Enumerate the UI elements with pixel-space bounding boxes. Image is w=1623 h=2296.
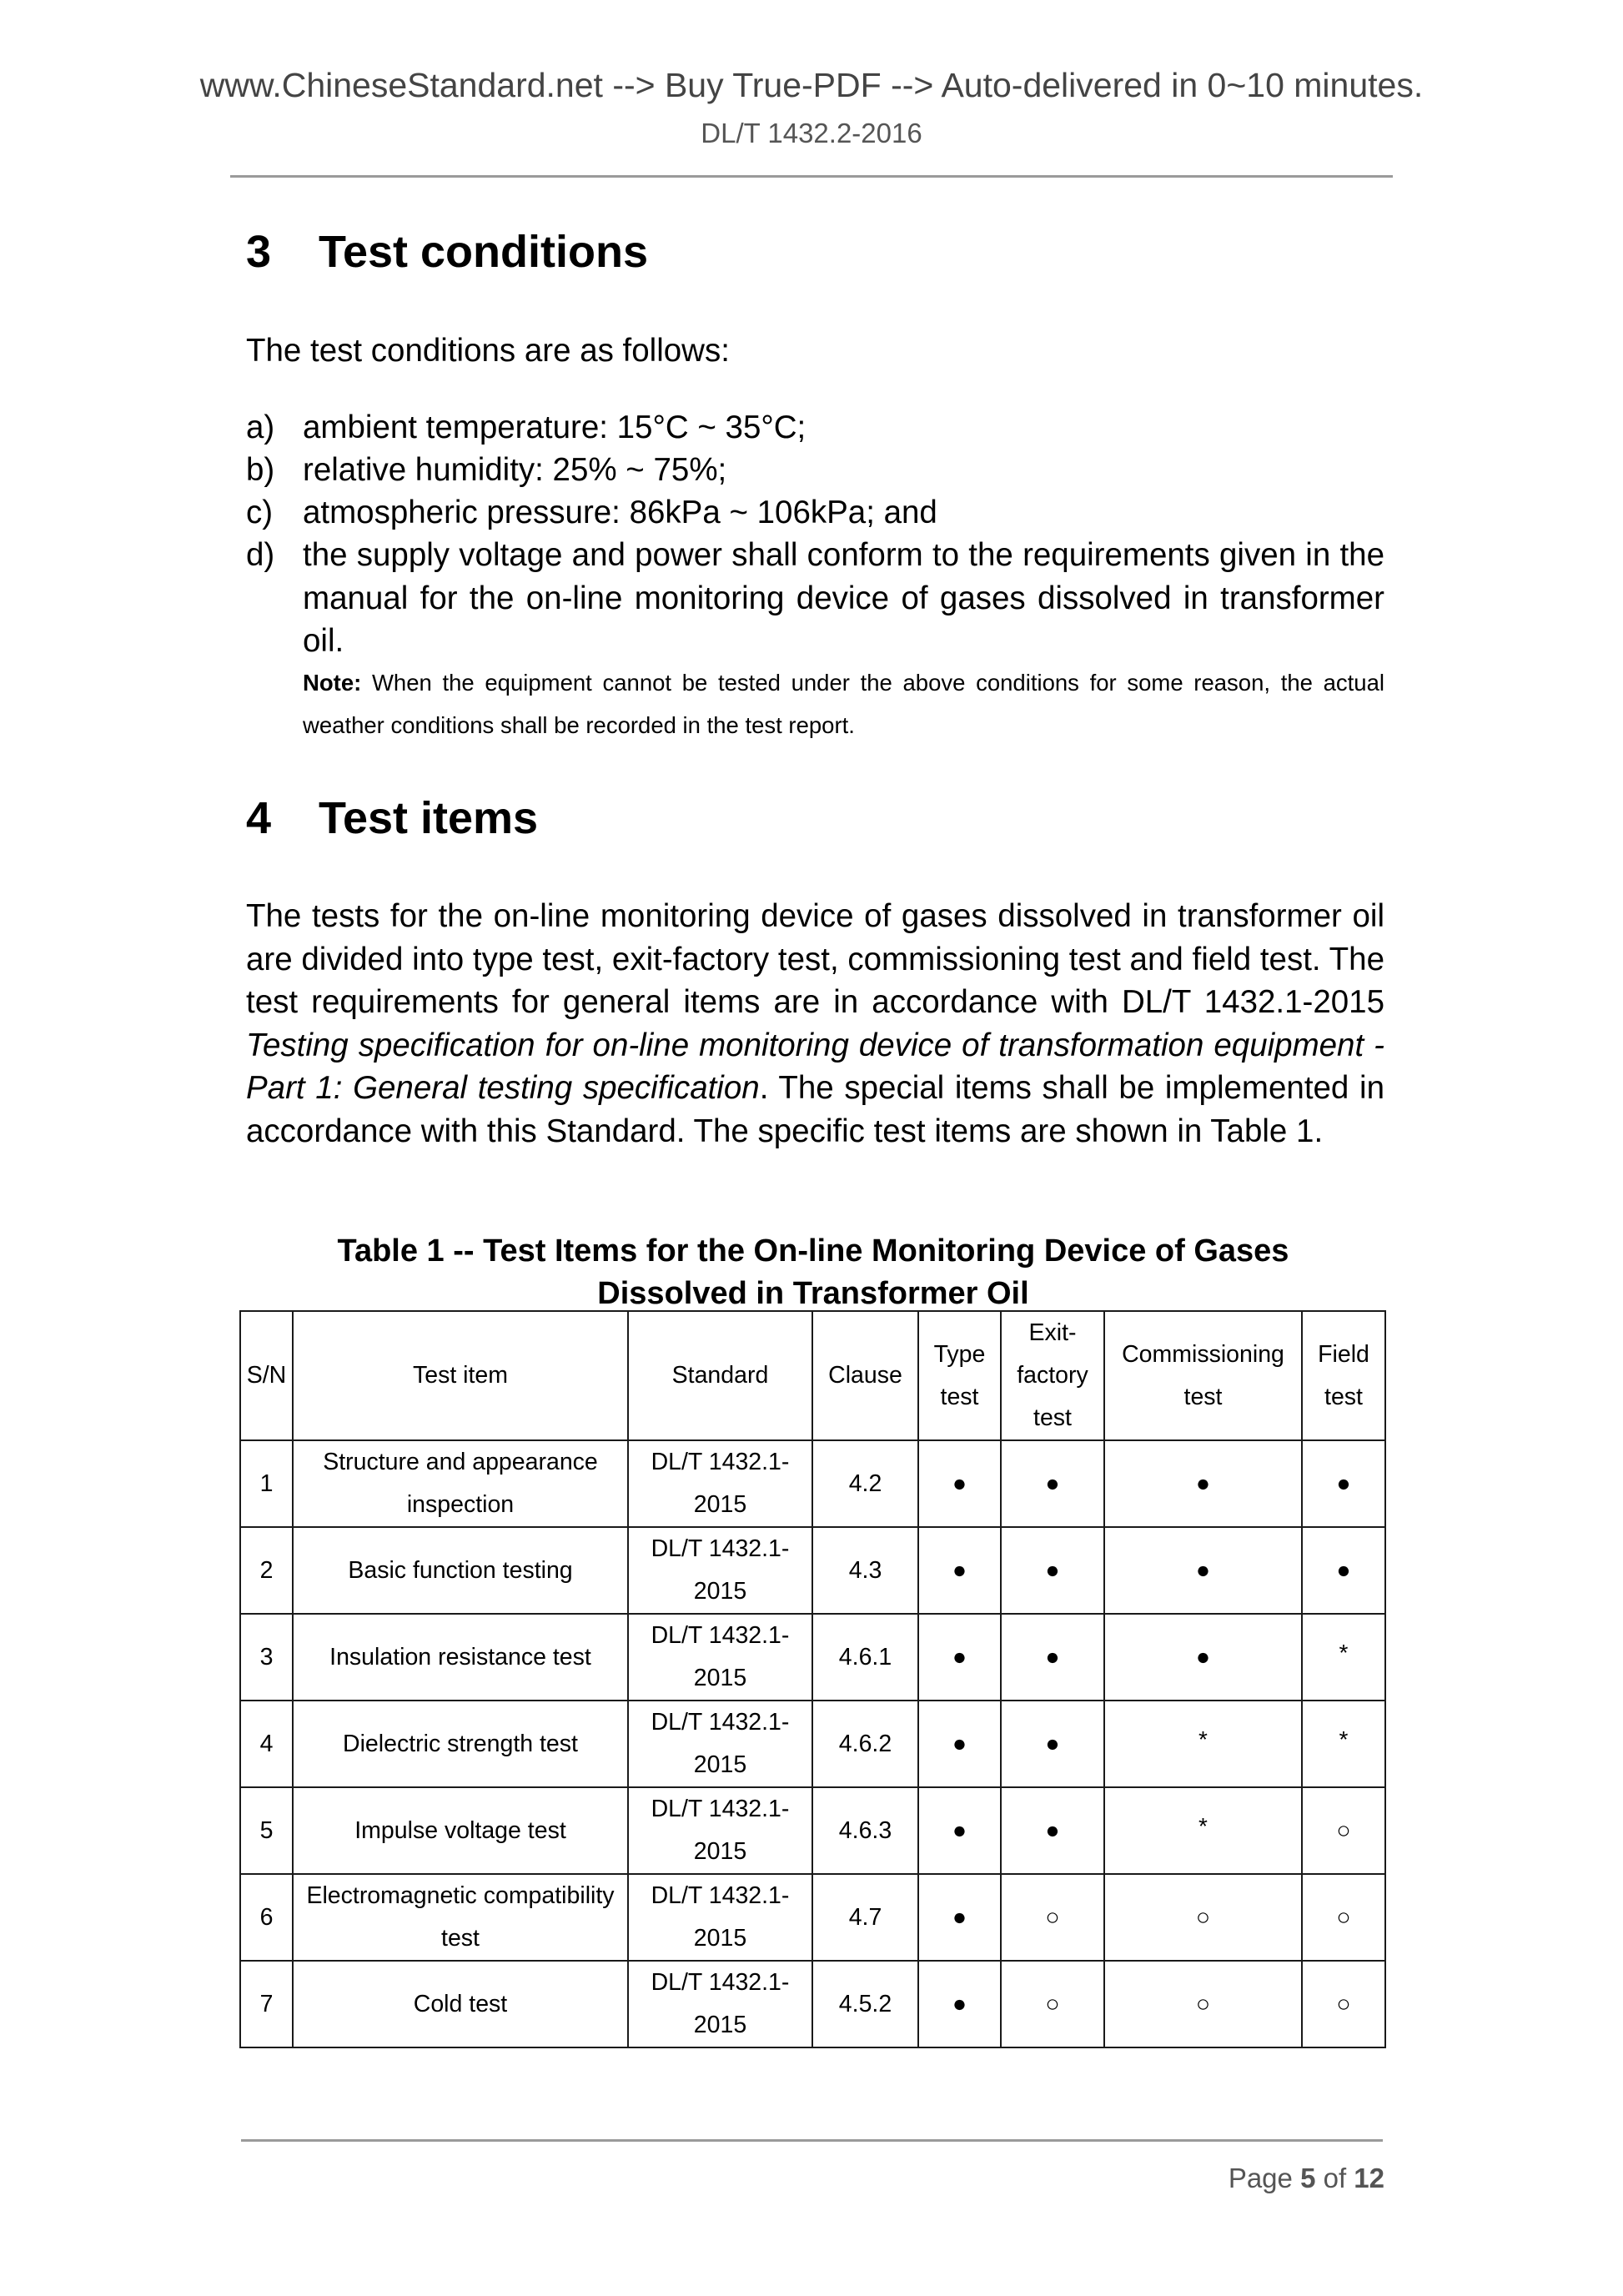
cell-test-item: Structure and appearance inspection <box>293 1440 628 1527</box>
column-header-type-test: Type test <box>918 1311 1001 1440</box>
table-row <box>240 1701 1385 1787</box>
section-4-title: Test items <box>319 793 539 843</box>
cell-field-test: ○ <box>1302 1961 1385 2047</box>
cell-clause: 4.5.2 <box>812 1961 918 2047</box>
cell-clause: 4.6.1 <box>812 1614 918 1701</box>
cell-exit-factory-test: ○ <box>1001 1874 1104 1961</box>
section-4-paragraph <box>246 895 1384 1153</box>
column-header-standard: Standard <box>628 1311 812 1440</box>
cell-test-item: Electromagnetic compatibility test <box>293 1874 628 1961</box>
list-item-d <box>246 534 1384 663</box>
cell-exit-factory-test: ● <box>1001 1701 1104 1787</box>
cell-clause: 4.6.3 <box>812 1787 918 1874</box>
cell-test-item: Basic function testing <box>293 1527 628 1614</box>
table-header-row <box>240 1311 1385 1440</box>
list-text: relative humidity: 25% ~ 75%; <box>303 452 727 488</box>
section-3-number: 3 <box>246 227 272 277</box>
note-text: When the equipment cannot be tested under the above conditions for some reason, the actual weather conditions shall be recorded in the test report. <box>303 670 1384 738</box>
cell-sn: 4 <box>240 1701 293 1787</box>
cell-type-test: ● <box>918 1440 1001 1527</box>
section-3-heading <box>246 226 648 278</box>
cell-type-test: ● <box>918 1961 1001 2047</box>
table-row <box>240 1961 1385 2047</box>
cell-standard: DL/T 1432.1-2015 <box>628 1440 812 1527</box>
section-4-heading <box>246 792 538 844</box>
cell-exit-factory-test: ● <box>1001 1614 1104 1701</box>
table-row <box>240 1614 1385 1701</box>
cell-sn: 7 <box>240 1961 293 2047</box>
list-text: ambient temperature: 15°C ~ 35°C; <box>303 409 806 445</box>
section-3-intro: The test conditions are as follows: <box>246 333 730 369</box>
list-label: c) <box>246 495 274 530</box>
cell-commissioning-test: ○ <box>1104 1961 1302 2047</box>
cell-standard: DL/T 1432.1-2015 <box>628 1874 812 1961</box>
header-banner: www.ChineseStandard.net --> Buy True-PDF --> Auto-delivered in 0~10 minutes. <box>199 66 1424 104</box>
cell-clause: 4.3 <box>812 1527 918 1614</box>
cell-field-test: ● <box>1302 1527 1385 1614</box>
section-4-number: 4 <box>246 793 272 843</box>
header-divider <box>230 175 1393 178</box>
table-row <box>240 1874 1385 1961</box>
cell-sn: 5 <box>240 1787 293 1874</box>
cell-commissioning-test: * <box>1104 1696 1302 1782</box>
cell-field-test: * <box>1302 1696 1385 1782</box>
cell-type-test: ● <box>918 1614 1001 1701</box>
page-number <box>1084 2163 1384 2194</box>
column-header-field-test: Field test <box>1302 1311 1385 1440</box>
cell-sn: 3 <box>240 1614 293 1701</box>
cell-test-item: Dielectric strength test <box>293 1701 628 1787</box>
cell-exit-factory-test: ● <box>1001 1787 1104 1874</box>
cell-standard: DL/T 1432.1-2015 <box>628 1787 812 1874</box>
cell-field-test: ○ <box>1302 1787 1385 1874</box>
cell-field-test: ● <box>1302 1440 1385 1527</box>
list-label: b) <box>246 452 275 488</box>
note-label: Note: <box>303 670 362 696</box>
note <box>303 661 1384 746</box>
table-row <box>240 1440 1385 1527</box>
cell-type-test: ● <box>918 1787 1001 1874</box>
cell-exit-factory-test: ○ <box>1001 1961 1104 2047</box>
cell-test-item: Insulation resistance test <box>293 1614 628 1701</box>
page-current: 5 <box>1300 2163 1316 2193</box>
referenced-standard-title: Testing specification for on-line monitoring device of transformation equipment - Part 1: General testing specification <box>246 1027 1384 1106</box>
page-total: 12 <box>1354 2163 1384 2193</box>
list-label: d) <box>246 537 275 573</box>
paragraph-text: The tests for the on-line monitoring device of gases dissolved in transformer oil are divided into type test, exit-factory test, commissioning test and field test. The test requirements for general items are in accordance with DL/T 1432.1-2015 <box>246 898 1384 1020</box>
list-item-a <box>246 406 1384 450</box>
cell-commissioning-test: * <box>1104 1782 1302 1869</box>
cell-clause: 4.7 <box>812 1874 918 1961</box>
column-header-clause: Clause <box>812 1311 918 1440</box>
cell-exit-factory-test: ● <box>1001 1527 1104 1614</box>
page-prefix: Page <box>1228 2163 1301 2193</box>
cell-standard: DL/T 1432.1-2015 <box>628 1701 812 1787</box>
table-row <box>240 1787 1385 1874</box>
document-id: DL/T 1432.2-2016 <box>701 118 922 148</box>
cell-standard: DL/T 1432.1-2015 <box>628 1614 812 1701</box>
column-header-exit-factory-test: Exit-factory test <box>1001 1311 1104 1440</box>
cell-type-test: ● <box>918 1527 1001 1614</box>
list-item-c <box>246 491 1384 535</box>
list-text: atmospheric pressure: 86kPa ~ 106kPa; and <box>303 495 937 530</box>
cell-standard: DL/T 1432.1-2015 <box>628 1527 812 1614</box>
cell-clause: 4.2 <box>812 1440 918 1527</box>
list-item-b <box>246 449 1384 492</box>
cell-field-test: * <box>1302 1609 1385 1696</box>
cell-commissioning-test: ○ <box>1104 1874 1302 1961</box>
cell-test-item: Impulse voltage test <box>293 1787 628 1874</box>
cell-type-test: ● <box>918 1874 1001 1961</box>
cell-type-test: ● <box>918 1701 1001 1787</box>
footer-divider <box>241 2139 1383 2142</box>
page-mid: of <box>1315 2163 1354 2193</box>
cell-clause: 4.6.2 <box>812 1701 918 1787</box>
cell-field-test: ○ <box>1302 1874 1385 1961</box>
cell-standard: DL/T 1432.1-2015 <box>628 1961 812 2047</box>
column-header-commissioning-test: Commissioning test <box>1104 1311 1302 1440</box>
paragraph-text: . The special items shall be implemented in accordance with this Standard. The specific test items are shown in Table 1. <box>246 1070 1384 1149</box>
cell-sn: 1 <box>240 1440 293 1527</box>
table-row <box>240 1527 1385 1614</box>
cell-sn: 6 <box>240 1874 293 1961</box>
column-header-sn: S/N <box>240 1311 293 1440</box>
cell-exit-factory-test: ● <box>1001 1440 1104 1527</box>
column-header-test-item: Test item <box>293 1311 628 1440</box>
test-items-table <box>239 1310 1386 2048</box>
list-text: the supply voltage and power shall conform to the requirements given in the manual for the on-line monitoring device of gases dissolved in transformer oil. <box>303 537 1384 659</box>
cell-commissioning-test: ● <box>1104 1440 1302 1527</box>
cell-commissioning-test: ● <box>1104 1527 1302 1614</box>
section-3-title: Test conditions <box>319 227 649 277</box>
cell-sn: 2 <box>240 1527 293 1614</box>
cell-test-item: Cold test <box>293 1961 628 2047</box>
cell-commissioning-test: ● <box>1104 1614 1302 1701</box>
list-label: a) <box>246 409 275 445</box>
table-caption: Table 1 -- Test Items for the On-line Monitoring Device of Gases Dissolved in Transformer Oil <box>337 1233 1289 1311</box>
